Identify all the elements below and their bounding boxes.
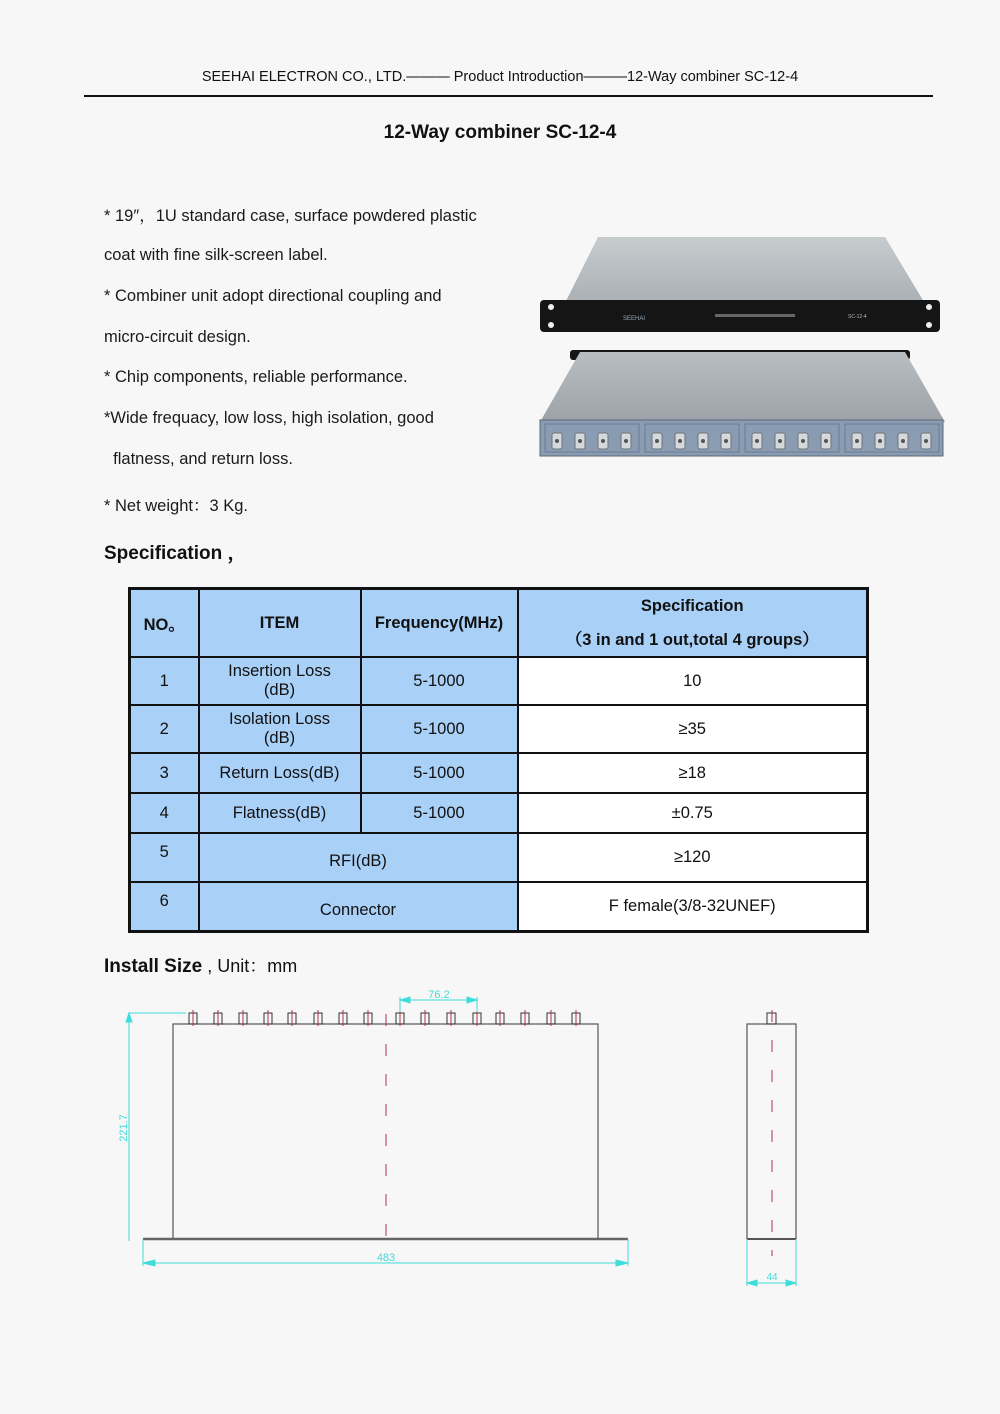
cell-no: 5 [130, 833, 199, 882]
bottom-unit-rear-panel [540, 420, 943, 456]
cell-item: Return Loss(dB) [199, 753, 361, 793]
feature-line: flatness, and return loss. [104, 450, 293, 468]
cell-item: RFI(dB) [199, 833, 518, 882]
width-dimension-label: 483 [376, 1252, 396, 1264]
feature-line: * Chip components, reliable performance. [104, 368, 408, 386]
cell-value: 10 [518, 657, 868, 705]
front-view-body [173, 1024, 598, 1239]
depth-dimension [126, 1013, 186, 1241]
table-row [130, 793, 868, 833]
col-header-frequency: Frequency(MHz) [361, 589, 518, 658]
table-row [130, 753, 868, 793]
cell-frequency: 5-1000 [361, 657, 518, 705]
cell-no: 1 [130, 657, 199, 705]
cell-item: Connector [199, 882, 518, 932]
top-unit-front-panel [540, 300, 940, 332]
cell-no: 2 [130, 705, 199, 753]
cell-no: 6 [130, 882, 199, 932]
header-divider [84, 95, 933, 97]
specification-table [128, 587, 869, 933]
product-photo [535, 232, 947, 462]
table-row [130, 705, 868, 753]
specification-heading: Specification ， [104, 543, 247, 564]
cell-value: ≥35 [518, 705, 868, 753]
cell-value: F female(3/8-32UNEF) [518, 882, 868, 932]
install-size-heading [104, 952, 297, 978]
front-panel-model: SC-12-4 [848, 314, 867, 320]
bottom-unit-lid [540, 352, 945, 422]
col-header-item: ITEM [199, 589, 361, 658]
cell-no: 3 [130, 753, 199, 793]
cell-item [199, 657, 361, 705]
cell-no: 4 [130, 793, 199, 833]
cell-item [199, 705, 361, 753]
pitch-dimension-label: 76.2 [428, 989, 450, 1001]
feature-line: * 19″，1U standard case, surface powdered plastic [104, 207, 477, 225]
top-unit-lid [563, 237, 927, 307]
page-title: 12-Way combiner SC-12-4 [383, 122, 617, 143]
col-header-no: NO。 [130, 589, 199, 658]
feature-line: * Combiner unit adopt directional coupling and [104, 287, 442, 305]
item-line: Insertion Loss [228, 662, 331, 680]
install-size-drawing [0, 985, 1000, 1295]
height-dimension-label: 44 [766, 1272, 778, 1283]
spec-header-title: Specification [640, 596, 744, 615]
col-header-specification [518, 589, 868, 658]
cell-value: ≥18 [518, 753, 868, 793]
feature-line: coat with fine silk-screen label. [104, 246, 328, 264]
front-view [118, 989, 628, 1266]
depth-dimension-label: 221.7 [118, 1114, 130, 1142]
feature-line: micro-circuit design. [104, 328, 251, 346]
item-unit: (dB) [263, 729, 296, 747]
table-row [130, 882, 868, 932]
cell-frequency: 5-1000 [361, 793, 518, 833]
install-size-title: Install Size [104, 956, 203, 977]
cell-value: ≥120 [518, 833, 868, 882]
running-header: SEEHAI ELECTRON CO., LTD.——— Product Introduction———12-Way combiner SC-12-4 [201, 69, 799, 85]
side-view [747, 1010, 796, 1286]
table-header-row [130, 589, 868, 658]
item-unit: (dB) [263, 681, 296, 699]
spec-header-subtitle: （3 in and 1 out,total 4 groups） [565, 630, 819, 649]
cell-item: Flatness(dB) [199, 793, 361, 833]
table-row [130, 833, 868, 882]
table-row [130, 657, 868, 705]
cell-frequency: 5-1000 [361, 705, 518, 753]
feature-line: *Wide frequacy, low loss, high isolation, good [104, 409, 434, 427]
cell-value: ±0.75 [518, 793, 868, 833]
install-size-unit: , Unit：mm [202, 956, 298, 976]
item-line: Isolation Loss [229, 710, 330, 728]
feature-line: * Net weight：3 Kg. [104, 497, 248, 515]
cell-frequency: 5-1000 [361, 753, 518, 793]
front-panel-brand: SEEHAI [623, 316, 646, 322]
